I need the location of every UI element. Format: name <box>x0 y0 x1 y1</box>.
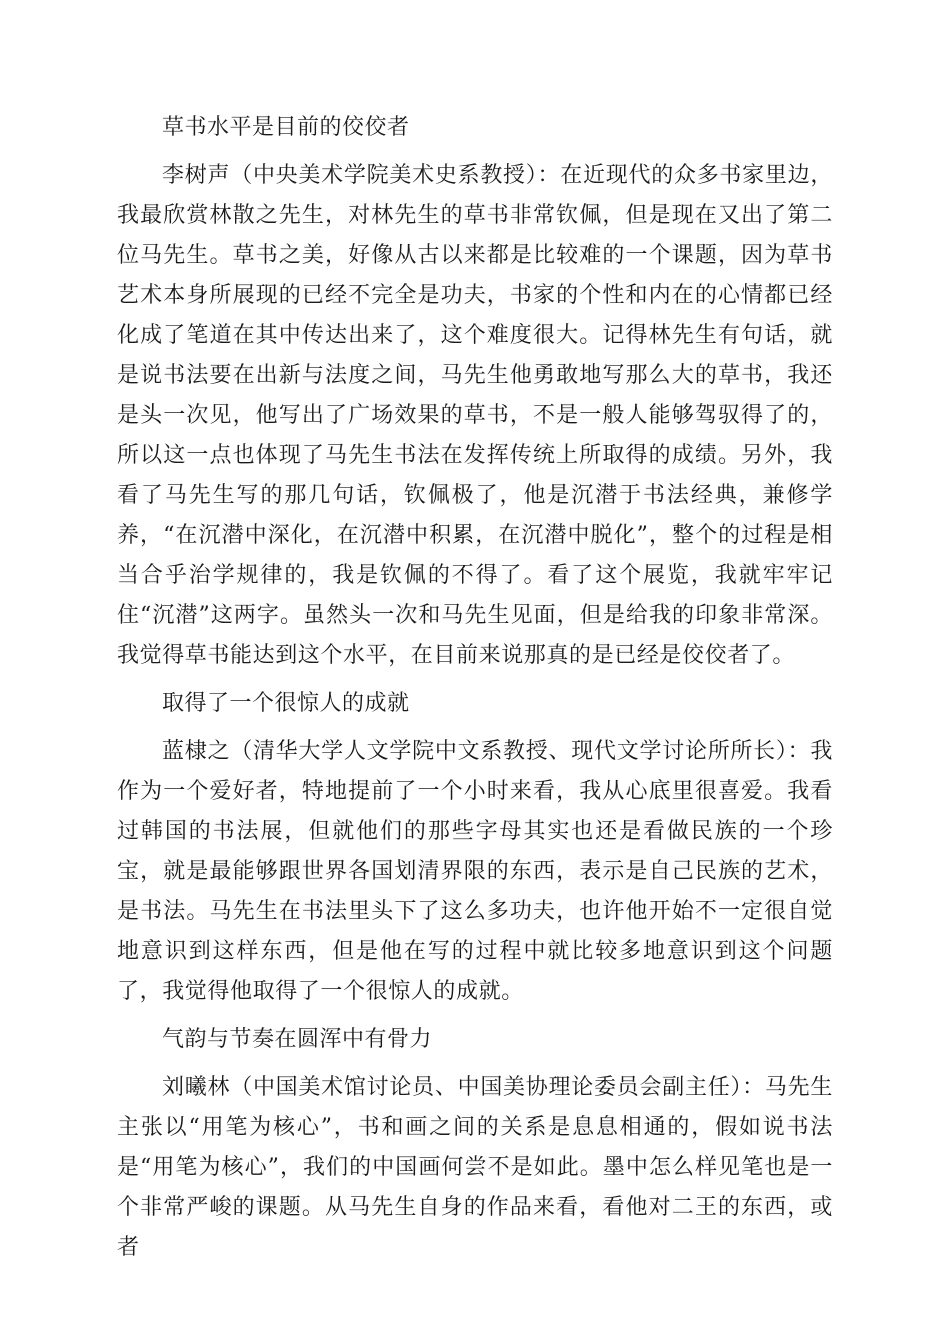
section-heading-2: 取得了一个很惊人的成就 <box>162 691 410 716</box>
document-page <box>117 108 833 1276</box>
section-heading-3: 气韵与节奏在圆浑中有骨力 <box>162 1027 433 1052</box>
section-paragraph-3: 刘曦林（中国美术馆讨论员、中国美协理论委员会副主任）：马先生主张以“用笔为核心”，书和画之间的关系是息息相通的，假如说书法是“用笔为核心”，我们的中国画何尝不是如此。墨中怎么样见笔也是一个非常严峻的课题。从马先生自身的作品来看，看他对二王的东西，或者 <box>117 1075 833 1260</box>
section-paragraph-1: 李树声（中央美术学院美术史系教授）：在近现代的众多书家里边，我最欣赏林散之先生，对林先生的草书非常钦佩，但是现在又出了第二位马先生。草书之美，好像从古以来都是比较难的一个课题，因为草书艺术本身所展现的已经不完全是功夫，书家的个性和内在的心情都已经化成了笔道在其中传达出来了，这个难度很大。记得林先生有句话，就是说书法要在出新与法度之间，马先生他勇敢地写那么大的草书，我还是头一次见，他写出了广场效果的草书，不是一般人能够驾驭得了的，所以这一点也体现了马先生书法在发挥传统上所取得的成绩。另外，我看了马先生写的那几句话，钦佩极了，他是沉潜于书法经典，兼修学养，“在沉潜中深化，在沉潜中积累，在沉潜中脱化”，整个的过程是相当合乎治学规律的，我是钦佩的不得了。看了这个展览，我就牢牢记住“沉潜”这两字。虽然头一次和马先生见面，但是给我的印象非常深。我觉得草书能达到这个水平，在目前来说那真的是已经是佼佼者了。 <box>117 163 833 668</box>
section-heading-1: 草书水平是目前的佼佼者 <box>162 115 410 140</box>
section-paragraph-2: 蓝棣之（清华大学人文学院中文系教授、现代文学讨论所所长）：我作为一个爱好者，特地提前了一个小时来看，我从心底里很喜爱。我看过韩国的书法展，但就他们的那些字母其实也还是看做民族的一个珍宝，就是最能够跟世界各国划清界限的东西，表示是自己民族的艺术，是书法。马先生在书法里头下了这么多功夫，也许他开始不一定很自觉地意识到这样东西，但是他在写的过程中就比较多地意识到这个问题了，我觉得他取得了一个很惊人的成就。 <box>117 739 833 1004</box>
